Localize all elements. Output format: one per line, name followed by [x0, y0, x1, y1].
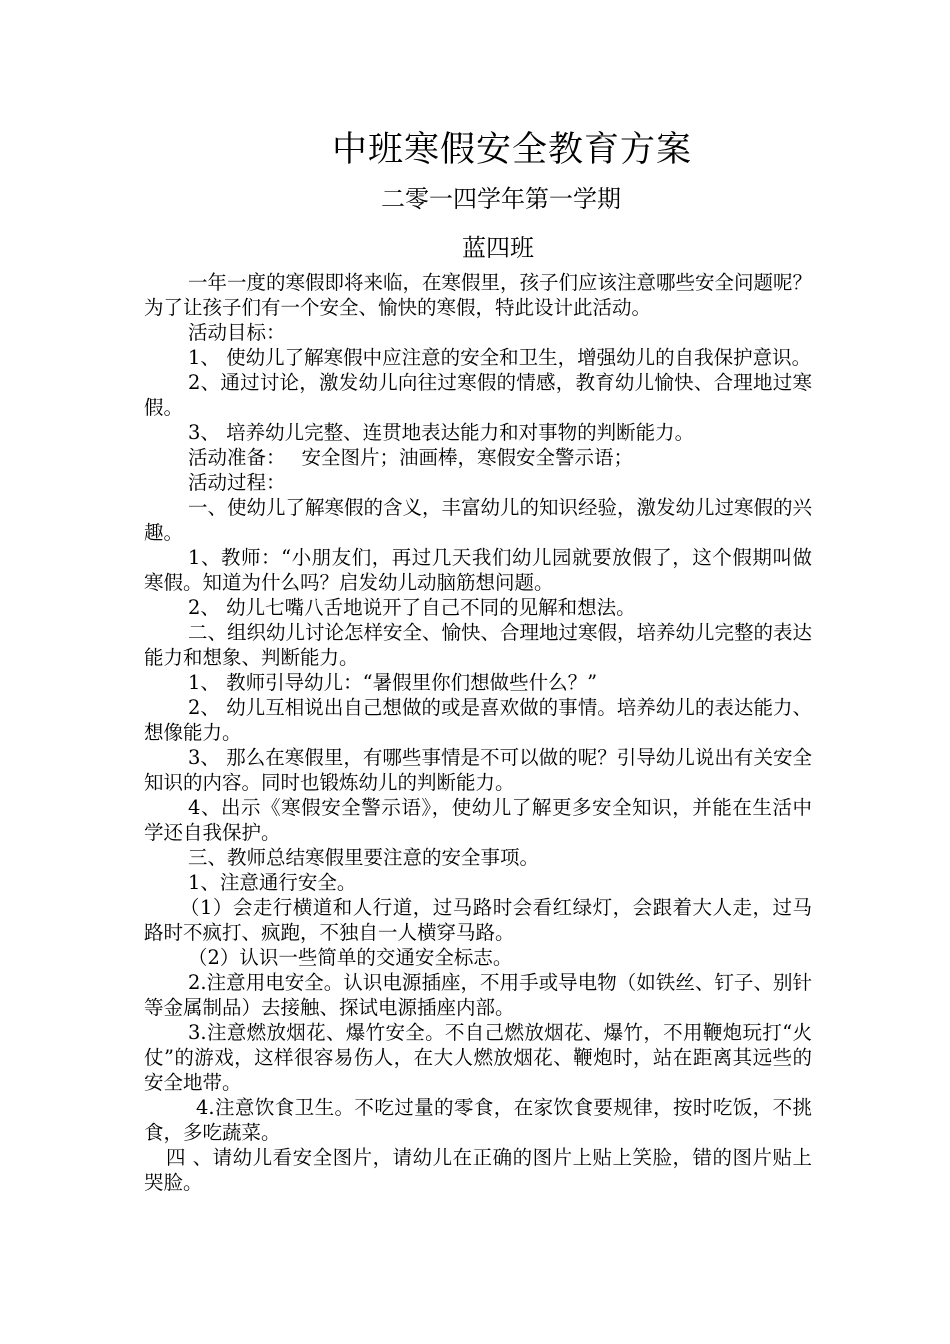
document-title: 中班寒假安全教育方案: [331, 130, 692, 170]
paragraph: 1、 教师引导幼儿：“暑假里你们想做些什么？”: [188, 671, 598, 694]
paragraph: 4.注意饮食卫生。不吃过量的零食，在家饮食要规律，按时吃饭，不挑食，多吃蔬菜。: [144, 1096, 812, 1144]
paragraph: 2、 幼儿七嘴八舌地说开了自己不同的见解和想法。: [188, 596, 636, 619]
paragraph: 三、教师总结寒假里要注意的安全事项。: [188, 846, 540, 869]
paragraph: （2）认识一些简单的交通安全标志。: [188, 946, 513, 969]
paragraph: （1）会走行横道和人行道，过马路时会看红绿灯，会跟着大人走，过马路时不疯打、疯跑，不独自一人横穿马路。: [144, 896, 812, 944]
paragraph: 2.注意用电安全。认识电源插座，不用手或导电物（如铁丝、钉子、别针等金属制品）去接触、探试电源插座内部。: [144, 971, 812, 1019]
paragraph: 活动过程：: [188, 471, 286, 494]
paragraph: 4、出示《寒假安全警示语》，使幼儿了解更多安全知识，并能在生活中学还自我保护。: [144, 796, 812, 844]
paragraph: 1、教师：“小朋友们，再过几天我们幼儿园就要放假了，这个假期叫做寒假。知道为什么吗？启发幼儿动脑筋想问题。: [144, 546, 812, 594]
paragraph: 一、使幼儿了解寒假的含义，丰富幼儿的知识经验，激发幼儿过寒假的兴趣。: [144, 496, 813, 544]
paragraph: 3.注意燃放烟花、爆竹安全。不自己燃放烟花、爆竹，不用鞭炮玩打“火仗”的游戏，这样很容易伤人，在大人燃放烟花、鞭炮时，站在距离其远些的安全地带。: [144, 1021, 812, 1094]
paragraph: 活动目标：: [188, 321, 286, 344]
paragraph: 2、通过讨论，激发幼儿向往过寒假的情感，教育幼儿愉快、合理地过寒假。: [144, 371, 812, 419]
paragraph: 3、 那么在寒假里，有哪些事情是不可以做的呢？引导幼儿说出有关安全知识的内容。同时也锻炼幼儿的判断能力。: [144, 746, 812, 794]
document-subtitle: 二零一四学年第一学期: [381, 185, 621, 213]
paragraph: 一年一度的寒假即将来临，在寒假里，孩子们应该注意哪些安全问题呢？为了让孩子们有一个安全、愉快的寒假，特此设计此活动。: [144, 271, 813, 319]
paragraph: 1、 使幼儿了解寒假中应注意的安全和卫生，增强幼儿的自我保护意识。: [188, 346, 812, 369]
class-name: 蓝四班: [462, 234, 534, 262]
paragraph: 2、 幼儿互相说出自己想做的或是喜欢做的事情。培养幼儿的表达能力、想像能力。: [144, 696, 812, 744]
paragraph: 1、注意通行安全。: [188, 871, 357, 894]
paragraph: 二、组织幼儿讨论怎样安全、愉快、合理地过寒假，培养幼儿完整的表达能力和想象、判断能力。: [144, 621, 813, 669]
paragraph: 3、 培养幼儿完整、连贯地表达能力和对事物的判断能力。: [188, 421, 695, 444]
paragraph: 活动准备： 安全图片；油画棒，寒假安全警示语；: [188, 446, 633, 469]
paragraph: 四 、请幼儿看安全图片，请幼儿在正确的图片上贴上笑脸，错的图片贴上哭脸。: [144, 1146, 812, 1194]
document-body: [144, 270, 812, 1195]
